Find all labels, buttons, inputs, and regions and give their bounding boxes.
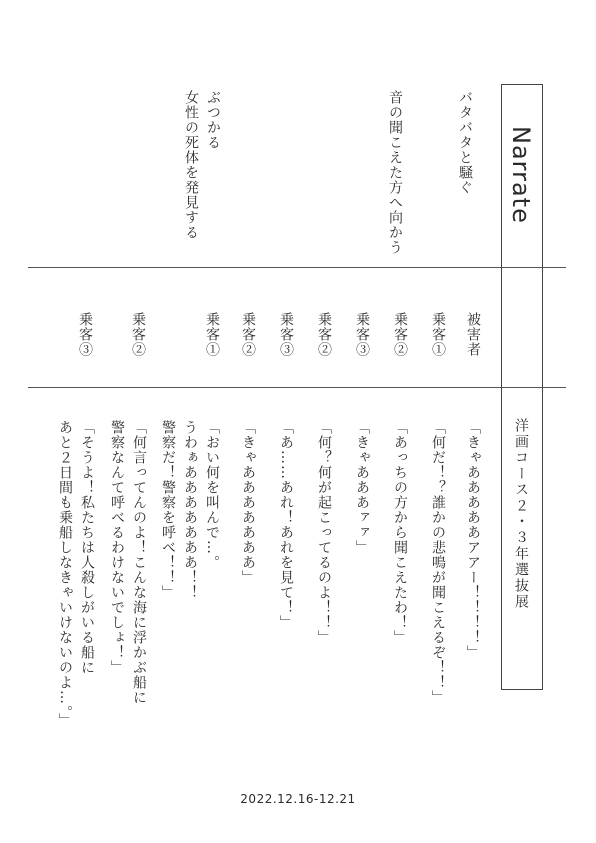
speaker-name: 乗客③ <box>354 312 370 357</box>
speaker-name: 乗客② <box>392 312 408 357</box>
narration-1: バタバタと騒ぐ <box>457 90 473 195</box>
dialogue-line: 「きゃあああああああ」 <box>240 420 256 585</box>
dialogue-line: 「あっちの方から聞こえたわ！」 <box>392 420 408 645</box>
dialogue-line: 「あ……あれ！あれを見て！」 <box>278 420 294 630</box>
speaker-name: 乗客② <box>316 312 332 357</box>
narration-2: 音の聞こえた方へ向かう <box>387 90 403 255</box>
speaker-name: 乗客② <box>240 312 256 357</box>
speaker-name: 乗客① <box>430 312 446 357</box>
top-divider <box>28 267 566 268</box>
narration-3: ぶつかる 女性の死体を発見する <box>183 90 221 240</box>
speaker-name: 乗客③ <box>77 312 93 357</box>
dialogue-line: 「何だ！？誰かの悲鳴が聞こえるぞ！！」 <box>430 420 446 705</box>
exhibition-date: 2022.12.16-12.21 <box>240 792 356 806</box>
dialogue-line: 「きゃあああああアアー！！！！」 <box>465 420 481 660</box>
dialogue-line: 「何言ってんのよ！こんな海に浮かぶ船に 警察なんて呼べるわけないでしょ！」 <box>109 420 147 705</box>
speaker-name: 乗客③ <box>278 312 294 357</box>
speaker-name: 被害者 <box>465 312 481 357</box>
exhibition-name: 洋画コース２・３年選抜展 <box>513 418 529 610</box>
speaker-name: 乗客② <box>130 312 146 357</box>
speaker-name: 乗客① <box>204 312 220 357</box>
dialogue-line: 「そうよ！私たちは人殺しがいる船に あと２日間も乗船しなきゃいけないのよ…。」 <box>57 420 95 728</box>
narrate-title: Narrate <box>507 126 535 224</box>
speaker-divider <box>28 387 566 388</box>
dialogue-line: 「きゃあああァァ」 <box>354 420 370 555</box>
dialogue-line: 「何？何が起こってるのよ！！」 <box>316 420 332 645</box>
dialogue-line: 「おい何を叫んで…。 うわぁあああああああ！！ 警察だ！警察を呼べ！！」 <box>160 420 220 600</box>
